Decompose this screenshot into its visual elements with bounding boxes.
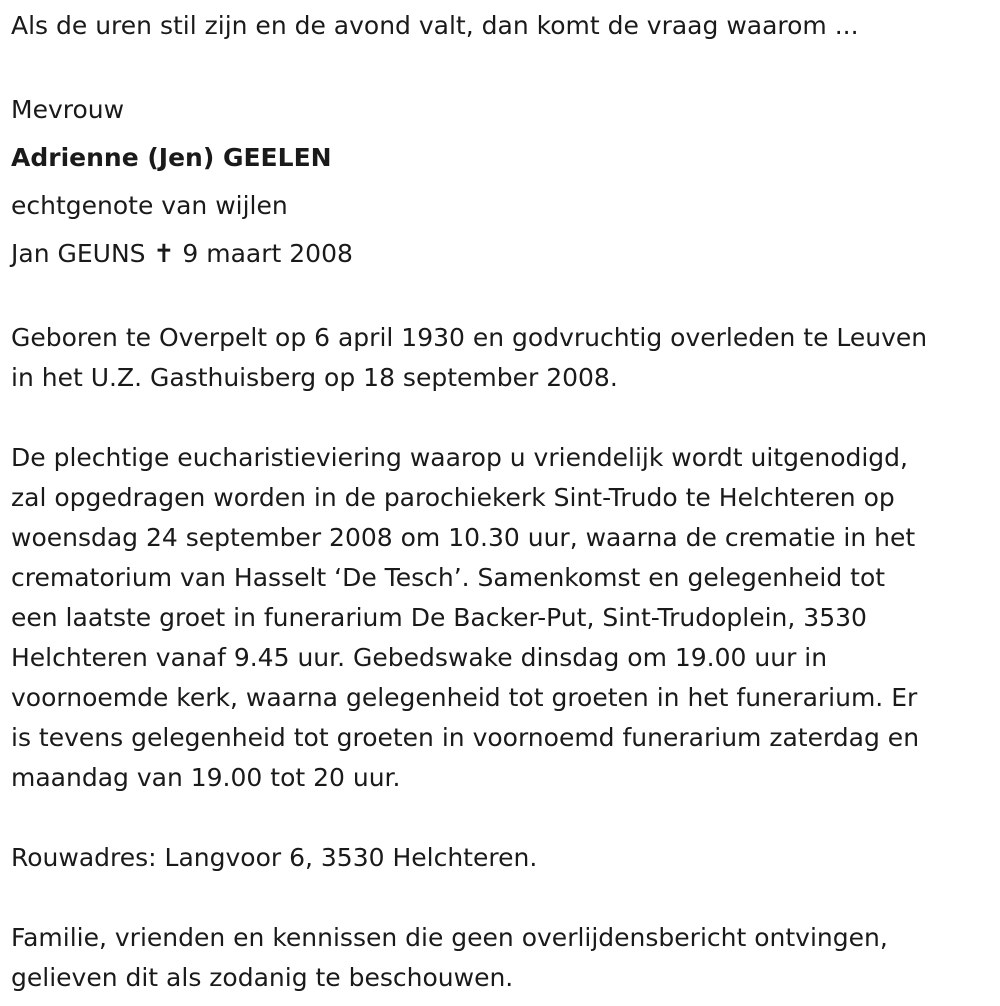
opening-line: Als de uren stil zijn en de avond valt, dan komt de vraag waarom ... (11, 11, 859, 40)
family-note-paragraph (11, 918, 995, 998)
address-paragraph (11, 838, 995, 878)
paragraph-line: crematorium van Hasselt ‘De Tesch’. Samenkomst en gelegenheid tot (11, 563, 886, 592)
paragraph-line: zal opgedragen worden in de parochiekerk Sint-Trudo te Helchteren op (11, 483, 895, 512)
address-text: Rouwadres: Langvoor 6, 3530 Helchteren. (11, 843, 538, 872)
paragraph-line: Familie, vrienden en kennissen die geen overlijdensbericht ontvingen, (11, 923, 888, 952)
relation-text: echtgenote van wijlen (11, 191, 288, 220)
paragraph-line: woensdag 24 september 2008 om 10.30 uur, waarna de crematie in het (11, 523, 916, 552)
obituary-document (11, 0, 995, 998)
ceremony-paragraph (11, 438, 995, 798)
paragraph-line: maandag van 19.00 tot 20 uur. (11, 763, 401, 792)
birth-death-paragraph (11, 318, 995, 398)
paragraph-line: De plechtige eucharistieviering waarop u vriendelijk wordt uitgenodigd, (11, 443, 908, 472)
paragraph-line: een laatste groet in funerarium De Backer-Put, Sint-Trudoplein, 3530 (11, 603, 867, 632)
spouse-line (11, 230, 995, 278)
paragraph-line: in het U.Z. Gasthuisberg op 18 september 2008. (11, 363, 618, 392)
spouse-death-date: 9 maart 2008 (182, 239, 353, 268)
deceased-title: Mevrouw (11, 95, 125, 124)
paragraph-line: Geboren te Overpelt op 6 april 1930 en godvruchtig overleden te Leuven (11, 323, 928, 352)
spouse-name: Jan GEUNS (11, 239, 146, 268)
cross-icon: ✝ (153, 239, 175, 268)
paragraph-line: voornoemde kerk, waarna gelegenheid tot groeten in het funerarium. Er (11, 683, 918, 712)
paragraph-line: gelieven dit als zodanig te beschouwen. (11, 963, 514, 992)
paragraph-line: Helchteren vanaf 9.45 uur. Gebedswake dinsdag om 19.00 uur in (11, 643, 828, 672)
paragraph-line: is tevens gelegenheid tot groeten in voornoemd funerarium zaterdag en (11, 723, 920, 752)
deceased-name: Adrienne (Jen) GEELEN (11, 143, 332, 172)
